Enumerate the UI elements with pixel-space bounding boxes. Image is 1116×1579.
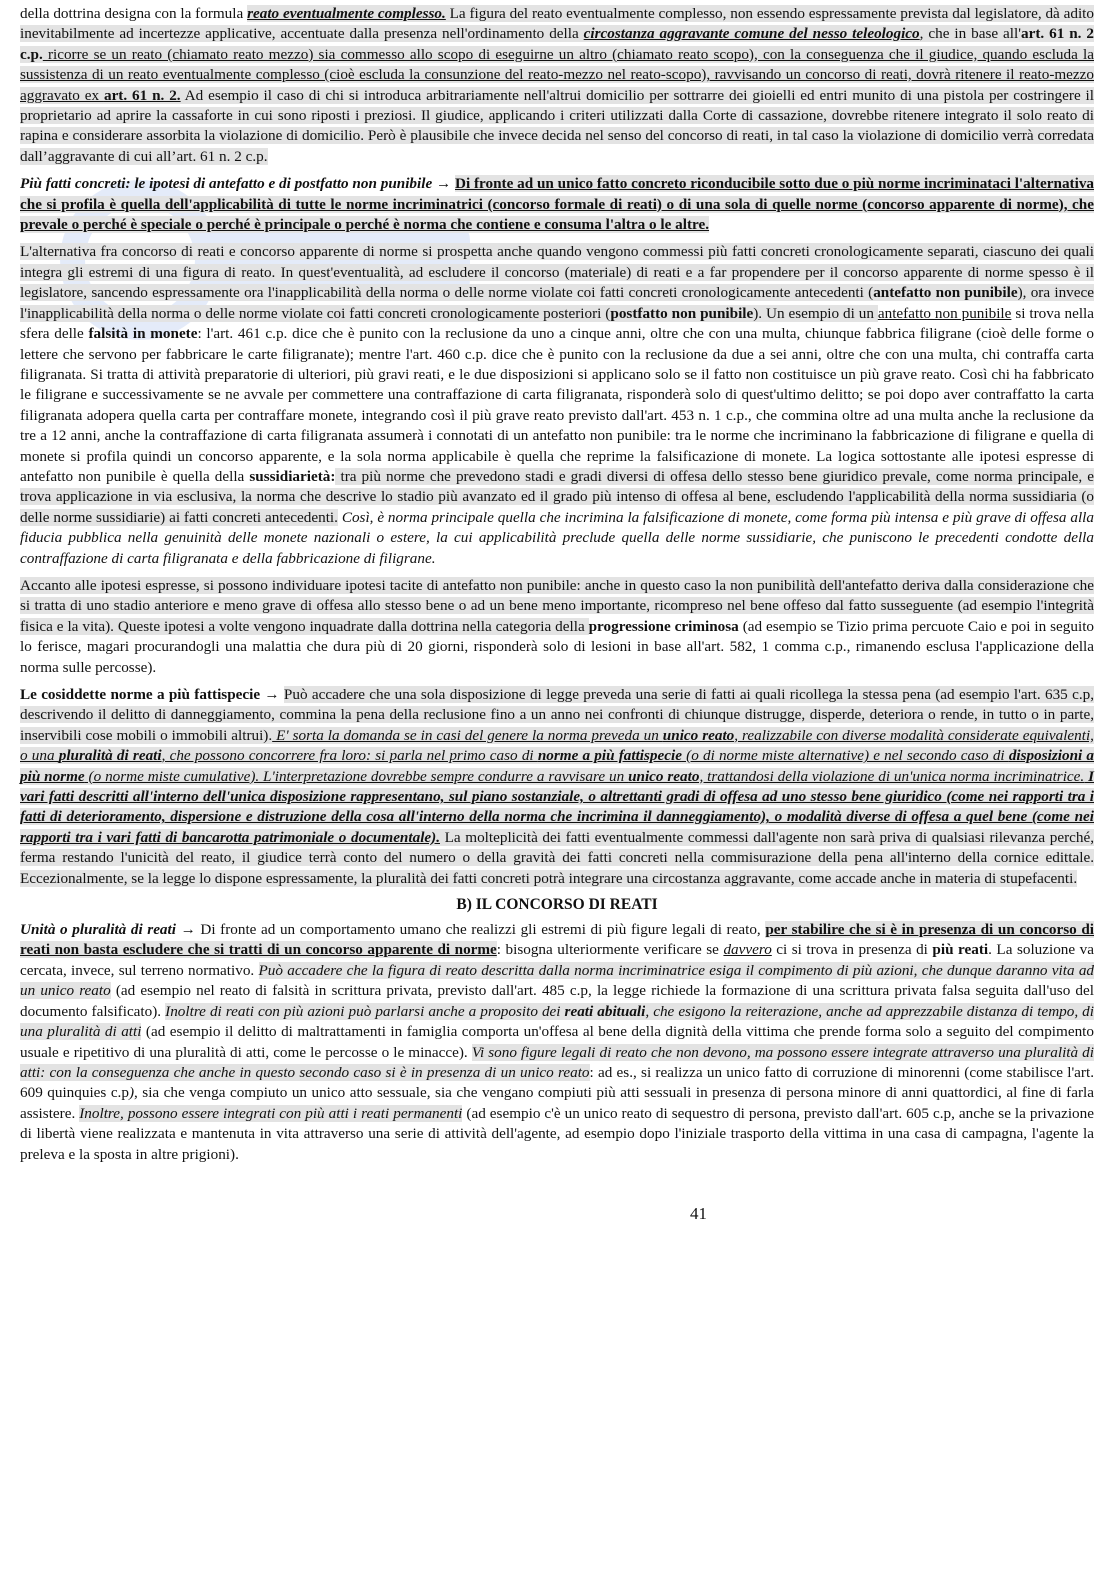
text-italic: , trattandosi della violazione di un'unica norma incriminatrice. xyxy=(699,767,1085,785)
text-italic: Inoltre, possono essere integrati con più atti i reati permanenti xyxy=(79,1104,463,1122)
text: Ad esempio il caso di chi si introduca arbitrariamente nell'altrui domicilio per sottrarre dei gioielli ed entri munito di una pistola per costringere il proprietario ad aprire la cassaforte in cui sono riposti i preziosi. Il giudice, applicando i criteri utilizzati dalla Corte di cassazione, dovrebbe ritenere integrato il solo reato di rapina e considerare assorbita la violazione di domicilio. Però è plausibile che invece decida nel senso del concorso di reati, in tal caso la violazione di domicilio verrà corredata dall’aggravante di cui all’art. 61 n. 2 c.p. xyxy=(20,86,1094,165)
paragraph-concorso-apparente xyxy=(20,242,1094,569)
term-sussidiarieta: sussidiarietà: xyxy=(249,467,336,485)
text: della dottrina designa con la formula xyxy=(20,5,248,22)
text: ). Un esempio di un xyxy=(753,304,878,322)
term-reato-eventualmente-complesso: reato eventualmente complesso. xyxy=(247,5,446,22)
term-davvero: davvero xyxy=(723,941,772,959)
text: (ad esempio se Tizio prima percuote Caio e poi in seguito lo ferisce, magari procurandogli una malattia che dura più di 20 giorni, risponderà solo di lesioni in base all'art. 582, 1 comma c.p., rimanendo esclusa l'applicazione della norma sulle percosse). xyxy=(20,617,1095,676)
section-heading: B) IL CONCORSO DI REATI xyxy=(456,896,658,914)
term-disposizioni-piu-norme: disposizioni a più norme xyxy=(20,747,1095,785)
paragraph-ipotesi-tacite xyxy=(20,576,1094,678)
term-pluralita-reati: pluralità di reati xyxy=(58,747,162,765)
text: ), ora invece l'inapplicabilità della norma o delle norme violate coi fatti concreti cronologicamente posteriori ( xyxy=(20,284,1094,322)
term-unico-reato: unico reato xyxy=(628,767,700,785)
text: : l'art. 461 c.p. dice che è punito con la reclusione da uno a cinque anni, oltre che con una multa, chiunque fabbrica filigrane (cioè delle forme o lettere che servono per fabbricare le carte filigranate); mentre l'art. 460 c.p. dice che è punito con la reclusione da due a sei anni, oltre che con una multa, chi contraffa carta filigranata. Si tratta di attività preparatorie di ulteriori, più gravi reati, e le due disposizioni si applicano solo se il fatto non costituisce un più grave reato. Così chi ha fabbricato le filigrane e successivamente se ne avvale per commettere una contraffazione di carta filigranata, risponderà solo di quest'ultimo delitto; se poi dopo aver contraffatto la carta filigranata adopera quella carta per contraffare monete, integrando così il più grave reato previsto dall'art. 453 n. 1 c.p., che commina oltre ad una multa anche la reclusione da tre a 12 anni, anche la contraffazione di carta filigranata assumerà i connotati di un antefatto non punibile: tra le norme che incriminano la fabbricazione di filigrane e quella di monete si profila quindi un concorso apparente, e la sola norma applicabile è quella che reprime la falsificazione di monete. La logica sottostante alle ipotesi espresse di antefatto non punibile è quella della xyxy=(20,325,1094,485)
term-progressione-criminosa: progressione criminosa xyxy=(588,617,739,635)
article-ref: art. 61 n. 2. xyxy=(103,86,181,104)
paragraph-unita-pluralita xyxy=(20,920,1094,1165)
text-italic: Inoltre di reati con più azioni può parlarsi anche a proposito dei xyxy=(165,1002,565,1020)
text: : bisogna ulteriormente verificare se xyxy=(496,941,724,959)
text: Di fronte ad un comportamento umano che realizzi gli estremi di più figure legali di reato, xyxy=(200,921,766,939)
paragraph-reato-complesso xyxy=(20,4,1094,167)
term-reati-abituali: reati abituali xyxy=(564,1002,646,1020)
paragraph-norme-piu-fattispecie xyxy=(20,685,1094,889)
text: , sia che venga compiuto un unico atto sessuale, sia che vengano compiuti più atti sessuali in presenza di persona minore di anni quattordici, al fine di farla assistere. xyxy=(20,1084,1094,1122)
text: ci si trova in presenza di xyxy=(771,941,933,959)
text-italic: (o norme miste cumulative). L'interpretazione dovrebbe sempre condurre a ravvisare un xyxy=(84,767,629,785)
text-italic: , che possono concorrere fra loro: si parla nel primo caso di xyxy=(161,747,538,765)
text-underlined: ricorre se un reato (chiamato reato mezzo) sia commesso allo scopo di eseguirne un altro (chiamato reato scopo), con la conseguenza che il giudice, quando escluda la sussistenza di un reato eventualmente complesso (cioè escluda la consunzione del reato-mezzo nel reato-scopo), ravvisando un concorso di reati, dovrà ritenere il reato-mezzo aggravato ex xyxy=(20,45,1094,104)
text-italic: , realizzabile con diverse modalità considerate equivalenti, o una xyxy=(20,726,1094,765)
document-body xyxy=(20,4,1094,1172)
arrow-icon: → xyxy=(432,175,455,193)
text: : ad es., si realizza un unico fatto di corruzione di minorenni (come stabilisce l'art. 609 quinquies c.p xyxy=(20,1063,1094,1102)
text-bold-underlined: per stabilire che si è in presenza di un concorso di reati non basta escludere che si tratti di un concorso apparente di norme xyxy=(20,921,1095,959)
arrow-icon: → xyxy=(260,686,284,703)
subsection-title: Unità o pluralità di reati xyxy=(20,921,176,939)
term-piu-reati: più reati xyxy=(932,941,989,959)
text: La molteplicità dei fatti eventualmente commessi dall'agente non sarà priva di qualsiasi rilevanza perché, ferma restando l'unicità del reato, il giudice terrà conto del numero o della gravità dei fatti concreti nella commisurazione della pena all'interno della cornice edittale. Eccezionalmente, se la legge lo dispone espressamente, la pluralità dei fatti concreti potrà integrare una circostanza aggravante, come accade anche in materia di stupefacenti. xyxy=(20,828,1094,887)
article-ref: art. 61 n. 2 c.p. xyxy=(20,25,1094,63)
arrow-icon: → xyxy=(175,921,201,939)
term-postfatto: postfatto non punibile xyxy=(610,304,754,322)
text: Accanto alle ipotesi espresse, si possono individuare ipotesi tacite di antefatto non punibile: anche in questo caso la non punibilità dell'antefatto deriva dalla considerazione che si tratta di uno stadio anteriore e meno grave di offesa allo stesso bene o ad un bene meno importante, ricompreso nel bene offeso dal fatto susseguente (ad esempio l'integrità fisica e la vita). Queste ipotesi a volte vengono inquadrate dalla dottrina nella categoria della xyxy=(20,576,1094,635)
text-italic: Così, è norma principale quella che incrimina la falsificazione di monete, come forma più intensa e più grave di offesa alla fiducia pubblica nella genuinità delle monete nazionali o estere, la cui applicabilità preclude quella delle norme sussidiarie, che puniscono le precedenti condotte della contraffazione di carta filigranata e della fabbricazione di filigrane. xyxy=(20,508,1094,567)
text-bold-italic: I vari fatti descritti all'interno dell'unica disposizione rappresentano, sul piano sostanziale, o altrettanti gradi di offesa ad uno stesso bene giuridico (come nei rapporti tra i fatti di deterioramento, dispersione e distruzione della cosa all'interno della norma che incrimina il danneggiamento), o modalità diverse di offesa a quel bene (come nei rapporti tra i vari fatti di bancarotta patrimoniale o documentale). xyxy=(20,767,1094,846)
text-italic: (o di norme miste alternative) e nel secondo caso di xyxy=(681,747,1009,765)
text-bold-underlined: Di fronte ad un unico fatto concreto riconducibile sotto due o più norme incriminataci l'alternativa che si profila è quella dell'applicabilità di tutte le norme incriminatrici (concorso formale di reati) o di una sola di quelle norme (concorso apparente di norme), che prevale o perché è speciale o perché è principale o perché è norma che contiene e consuma l'altra o le altre. xyxy=(20,175,1095,234)
paragraph-antefatto-intro xyxy=(20,174,1094,235)
text: (ad esempio il delitto di maltrattamenti in famiglia comporta un'offesa al bene della dignità della vittima che prende forma solo a seguito del compimento usuale e ripetitivo di una pluralità di atti, come le percosse o le minacce). xyxy=(20,1023,1094,1061)
text: Può accadere che una sola disposizione di legge preveda una serie di fatti ai quali ricollega la stessa pena (ad esempio l'art. 635 c.p, descrivendo il delitto di danneggiamento, commina la pena della reclusione fino a un anno nei confronti di chiunque distrugge, disperde, deteriora o rende, in tutto o in parte, inservibili cose mobili o immobili altrui). xyxy=(20,686,1095,744)
text-italic: , che esigono la reiterazione, anche ad apprezzabile distanza di tempo, di una pluralità di atti xyxy=(20,1002,1094,1041)
text: , che in base all' xyxy=(919,25,1021,43)
term-norme-piu-fattispecie: norme a più fattispecie xyxy=(537,747,682,765)
text: (ad esempio c'è un unico reato di sequestro di persona, previsto dall'art. 605 c.p, anche se la privazione di libertà viene realizzata e mantenuta in vita attraverso una serie di attività dell'agente, ad esempio dopo l'iniziale trasporto della vittima in una casa di campagna, l'agente la preleva e la sposta in altre prigioni). xyxy=(20,1104,1094,1163)
text-italic: E' sorta la domanda se in casi del genere la norma preveda un xyxy=(272,726,663,744)
text: si trova nella sfera delle xyxy=(20,304,1095,343)
term-antefatto: antefatto non punibile xyxy=(877,304,1012,322)
text-italic: ) xyxy=(128,1084,135,1102)
text: La figura del reato eventualmente complesso, non essendo espressamente prevista dal legislatore, dà adito inevitabilmente ad incertezze applicative, accentuate dalla presenza nell'ordinamento della xyxy=(20,5,1094,43)
text: (ad esempio nel reato di falsità in scrittura privata, previsto dall'art. 485 c.p, la legge richiede la formazione di una scrittura privata falsa seguita dall'uso del documento falsificato). xyxy=(20,982,1094,1020)
term-falsita-monete: falsità in monete xyxy=(88,325,198,343)
text-italic: Può accadere che la figura di reato descritta dalla norma incriminatrice esiga il compimento di più azioni, che dunque daranno vita ad un unico reato xyxy=(20,961,1095,1000)
term-circostanza-aggravante: circostanza aggravante comune del nesso teleologico xyxy=(583,25,920,43)
text: . La soluzione va cercata, invece, sul terreno normativo. xyxy=(20,941,1094,979)
term-unico-reato: unico reato xyxy=(662,726,735,744)
subsection-title: Più fatti concreti: le ipotesi di antefatto e di postfatto non punibile xyxy=(20,175,433,193)
text: tra più norme che prevedono stadi e gradi diversi di offesa dello stesso bene giuridico prevale, come norma principale, e trova applicazione in via esclusiva, la norma che descrive lo stadio più avanzato ed il grado più intenso di offesa al bene, escludendo l'applicabilità della norma sussidiaria (o delle norme sussidiarie) ai fatti concreti antecedenti. xyxy=(20,467,1095,526)
text: L'alternativa fra concorso di reati e concorso apparente di norme si prospetta anche quando vengono commessi più fatti concreti cronologicamente separati, ciascuno dei quali integra gli estremi di una figura di reato. In quest'eventualità, ad escludere il concorso (materiale) di reati e a far propendere per il concorso apparente di norme spesso è il legislatore, sancendo espressamente ora l'inapplicabilità della norma o delle norme violate coi fatti concreti cronologicamente antecedenti ( xyxy=(20,243,1094,302)
term-antefatto: antefatto non punibile xyxy=(873,284,1018,302)
text-italic: Vi sono figure legali di reato che non devono, ma possono essere integrate attraverso una pluralità di atti: con la conseguenza che anche in questo secondo caso si è in presenza di un unico reato xyxy=(20,1043,1094,1081)
subsection-title: Le cosiddette norme a più fattispecie xyxy=(20,686,261,703)
page-number: 41 xyxy=(690,1204,707,1223)
